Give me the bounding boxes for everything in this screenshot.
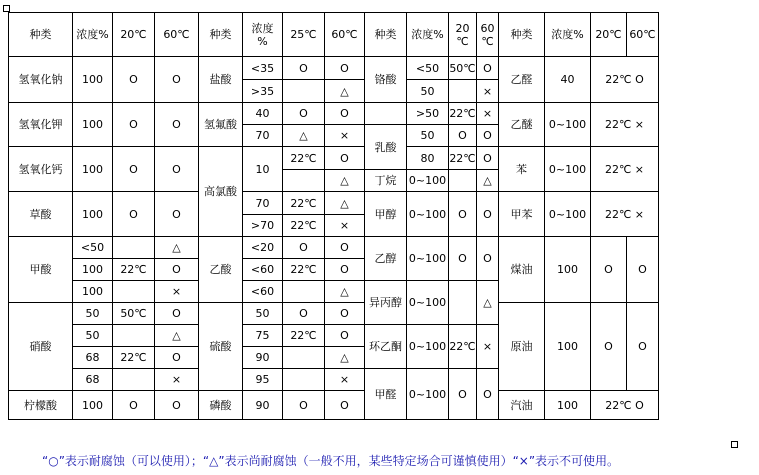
table-cell: 硫酸 [199,303,243,391]
table-cell: 高氯酸 [199,147,243,237]
table-cell: 22℃ × [591,103,659,147]
table-cell: 甲醛 [365,369,407,420]
table-cell [113,281,155,303]
table-cell: × [477,103,499,125]
table-cell: 80 [407,147,449,170]
header-cell: 60℃ [155,13,199,57]
table-cell: 氢氧化钠 [9,57,73,103]
table-cell: 95 [243,369,283,391]
table-cell: 氢氧化钙 [9,147,73,192]
table-cell: >70 [243,215,283,237]
header-cell: 60℃ [325,13,365,57]
header-cell: 20℃ [113,13,155,57]
table-row [9,391,659,420]
table-cell: △ [325,192,365,215]
header-cell: 浓度 % [243,13,283,57]
table-cell: 50℃ [113,303,155,325]
table-cell: <35 [243,57,283,80]
table-cell: 乙醚 [499,103,545,147]
header-row [9,13,659,57]
table-cell: 100 [73,57,113,103]
table-cell: O [155,57,199,103]
header-cell: 60℃ [627,13,659,57]
table-cell: 磷酸 [199,391,243,420]
table-cell: × [325,215,365,237]
table-cell: 90 [243,347,283,369]
table-cell: O [113,147,155,192]
table-cell: 100 [73,259,113,281]
table-cell: <60 [243,259,283,281]
table-cell: O [449,369,477,420]
table-cell [113,369,155,391]
table-cell: 盐酸 [199,57,243,103]
table-cell: △ [283,125,325,147]
table-cell: >50 [407,103,449,125]
table-cell: 氢氟酸 [199,103,243,147]
header-cell: 种类 [499,13,545,57]
table-cell: 原油 [499,303,545,391]
table-cell: 甲苯 [499,192,545,237]
table-cell: O [325,303,365,325]
table-cell: 22℃ [283,259,325,281]
table-cell: 22℃ [113,347,155,369]
table-cell: 0~100 [407,237,449,281]
table-cell: 100 [73,103,113,147]
table-cell: 40 [545,57,591,103]
table-cell: 22℃ [283,215,325,237]
table-cell: O [155,147,199,192]
table-cell: >35 [243,80,283,103]
header-cell: 浓度% [545,13,591,57]
table-cell: × [477,80,499,103]
table-cell: 70 [243,125,283,147]
table-cell: O [627,237,659,303]
table-cell: O [627,303,659,391]
table-cell [283,80,325,103]
table-cell: O [325,325,365,347]
table-cell: 22℃ [449,147,477,170]
table-row [9,192,659,215]
table-cell: 0~100 [407,281,449,325]
table-cell: O [113,103,155,147]
table-cell: △ [155,237,199,259]
table-cell: O [155,259,199,281]
table-cell [113,325,155,347]
table-cell: 22℃ [449,325,477,369]
table-cell: 22℃ [283,325,325,347]
corrosion-resistance-table [8,12,659,420]
table-cell: O [449,125,477,147]
table-cell: 75 [243,325,283,347]
table-cell: O [325,237,365,259]
table-cell: 乙酸 [199,237,243,303]
table-cell: 100 [73,192,113,237]
table-cell: × [325,369,365,391]
table-cell: 苯 [499,147,545,192]
table-cell: 50℃ [449,57,477,80]
table-cell: 硝酸 [9,303,73,391]
table-cell: O [283,57,325,80]
table-cell: 22℃ [283,192,325,215]
table-cell: O [155,103,199,147]
table-cell: O [283,237,325,259]
table-cell: 22℃ × [591,192,659,237]
table-cell: 乳酸 [365,125,407,170]
table-cell: 100 [73,391,113,420]
table-cell: 100 [545,303,591,391]
table-cell: O [477,147,499,170]
table-cell: O [325,103,365,125]
table-row [9,57,659,80]
table-cell: 0~100 [545,147,591,192]
table-row [9,103,659,125]
table-cell: 22℃ [283,147,325,170]
legend-note: “○”表示耐腐蚀（可以使用）；“△”表示尚耐腐蚀（一般不用，某些特定场合可谨慎使用）“×”表示不可使用。 [42,454,620,468]
table-cell: 铬酸 [365,57,407,103]
table-cell: 50 [407,125,449,147]
table-cell: 22℃ O [591,391,659,420]
table-cell: 50 [73,303,113,325]
table-cell: 0~100 [545,103,591,147]
table-cell: O [155,192,199,237]
table-cell: 乙醇 [365,237,407,281]
table-cell: △ [325,281,365,303]
table-cell: 90 [243,391,283,420]
table-cell: 10 [243,147,283,192]
table-corner-handle-br [731,441,738,448]
table-cell: O [591,237,627,303]
table-cell: △ [325,347,365,369]
table-cell [283,347,325,369]
table-cell: <50 [407,57,449,80]
table-cell: O [113,391,155,420]
table-cell [113,237,155,259]
header-cell: 20℃ [591,13,627,57]
table-cell: <50 [73,237,113,259]
table-cell: O [155,303,199,325]
header-cell: 种类 [199,13,243,57]
table-cell: 100 [545,237,591,303]
table-cell: 氢氧化钾 [9,103,73,147]
table-cell: O [113,192,155,237]
header-cell: 20 ℃ [449,13,477,57]
header-cell: 25℃ [283,13,325,57]
table-cell: O [325,259,365,281]
table-cell: O [113,57,155,103]
table-cell: 煤油 [499,237,545,303]
table-cell: 50 [407,80,449,103]
table-cell: × [325,125,365,147]
table-cell: O [325,147,365,170]
table-cell: 甲酸 [9,237,73,303]
table-cell: O [449,237,477,281]
table-cell: 68 [73,347,113,369]
table-cell: O [477,192,499,237]
table-row [9,237,659,259]
table-cell: O [477,369,499,420]
table-cell: 0~100 [407,369,449,420]
header-cell: 种类 [9,13,73,57]
table-cell [449,80,477,103]
table-cell: × [477,325,499,369]
table-cell: 0~100 [407,192,449,237]
table-cell: 柠檬酸 [9,391,73,420]
table-cell: O [283,103,325,125]
header-cell: 浓度% [73,13,113,57]
table-cell: 环乙酮 [365,325,407,369]
table-cell: O [325,391,365,420]
table-cell: O [283,303,325,325]
table-cell: 100 [73,147,113,192]
table-cell: × [155,369,199,391]
table-cell [365,103,407,125]
table-cell: 68 [73,369,113,391]
table-cell: 0~100 [407,325,449,369]
header-cell: 种类 [365,13,407,57]
table-cell: △ [477,281,499,325]
table-cell [449,170,477,192]
table-cell: 22℃ O [591,57,659,103]
table-cell: △ [325,170,365,192]
table-cell: <60 [243,281,283,303]
table-cell: 100 [545,391,591,420]
header-cell: 60 ℃ [477,13,499,57]
table-cell: O [325,57,365,80]
table-cell: 70 [243,192,283,215]
table-cell: △ [155,325,199,347]
table-cell: O [591,303,627,391]
table-cell: 0~100 [545,192,591,237]
table-cell: 0~100 [407,170,449,192]
table-row [9,303,659,325]
table-cell: 22℃ × [591,147,659,192]
table-cell: 甲醇 [365,192,407,237]
table-cell: 汽油 [499,391,545,420]
table-cell [283,369,325,391]
table-cell: 50 [73,325,113,347]
table-cell: O [477,125,499,147]
table-cell: O [477,57,499,80]
table-cell: O [449,192,477,237]
table-cell: × [155,281,199,303]
table-cell: 40 [243,103,283,125]
table-cell: 异丙醇 [365,281,407,325]
table-cell: 22℃ [113,259,155,281]
table-cell: 草酸 [9,192,73,237]
table-cell [449,281,477,325]
table-row [9,147,659,170]
table-cell: 100 [73,281,113,303]
table-cell: O [155,347,199,369]
table-cell: O [477,237,499,281]
table-cell: O [155,391,199,420]
table-cell: O [283,391,325,420]
table-cell: 丁烷 [365,170,407,192]
table-cell [283,170,325,192]
table-cell: 22℃ [449,103,477,125]
table-cell: △ [477,170,499,192]
table-cell [283,281,325,303]
header-cell: 浓度% [407,13,449,57]
table-cell: 乙醛 [499,57,545,103]
table-body [9,13,659,420]
table-cell: △ [325,80,365,103]
table-corner-handle-tl [3,5,10,12]
table-cell: <20 [243,237,283,259]
table-cell: 50 [243,303,283,325]
